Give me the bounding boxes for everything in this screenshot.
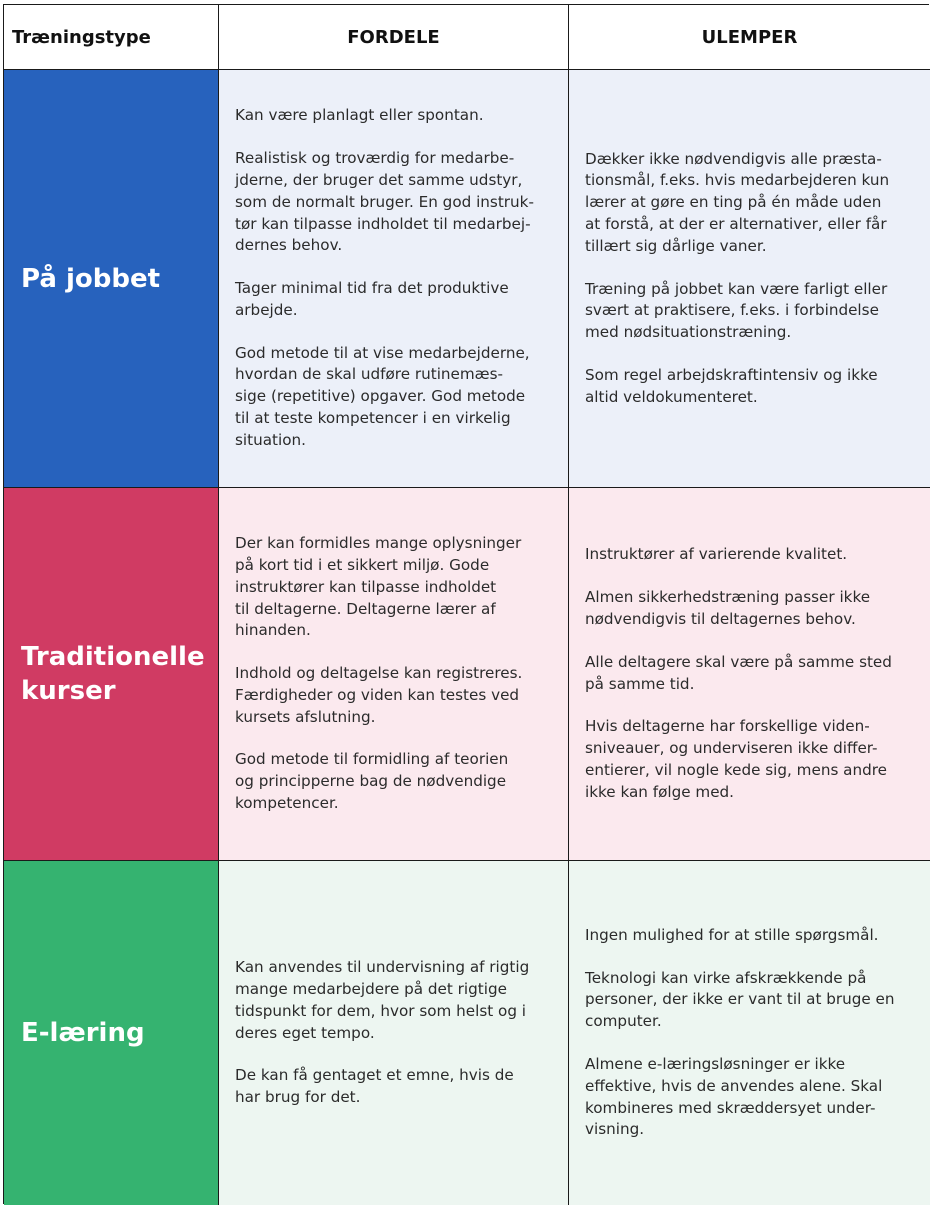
cons-cell (569, 861, 930, 1205)
header-type: Træningstype (4, 5, 219, 70)
type-label: Traditionelle kurser (21, 642, 205, 706)
pros-paragraph: Realistisk og troværdig for medarbe- jderne, der bruger det samme udstyr, som de normalt bruger. En god instruk- tør kan tilpasse indholdet til medarbej- dernes behov. (235, 149, 534, 255)
type-cell-on-the-job (4, 70, 219, 488)
pros-paragraph: Indhold og deltagelse kan registreres. Færdigheder og viden kan testes ved kursets afslutning. (235, 664, 523, 726)
pros-cell (219, 861, 569, 1205)
pros-paragraph: Kan anvendes til undervisning af rigtig mange medarbejdere på det rigtige tidspunkt for dem, hvor som helst og i deres eget tempo. (235, 958, 530, 1042)
pros-paragraph: De kan få gentaget et emne, hvis de har brug for det. (235, 1066, 514, 1107)
pros-paragraph: God metode til formidling af teorien og principperne bag de nødvendige kompetencer. (235, 750, 509, 813)
cons-paragraph: Teknologi kan virke afskrækkende på personer, der ikke er vant til at bruge en computer. (585, 968, 895, 1031)
pros-paragraph: Kan være planlagt eller spontan. (235, 106, 484, 125)
cons-paragraph: Alle deltagere skal være på samme sted på samme tid. (585, 652, 892, 693)
cons-paragraph: Hvis deltagerne har forskellige viden- sniveauer, og underviseren ikke differ- entierer, vil nogle kede sig, mens andre ikke kan følge med. (585, 717, 888, 801)
cons-paragraph: Som regel arbejdskraftintensiv og ikke altid veldokumenteret. (585, 365, 878, 406)
pros-cell (219, 488, 569, 861)
header-pros: FORDELE (219, 5, 569, 70)
pros-paragraph: Tager minimal tid fra det produktive arbejde. (235, 279, 509, 319)
pros-paragraph: Der kan formidles mange oplysninger på kort tid i et sikkert miljø. Gode instruktører kan tilpasse indholdet til deltagerne. Deltagerne lærer af hinanden. (235, 534, 522, 640)
cons-paragraph: Almene e-læringsløsninger er ikke effektive, hvis de anvendes alene. Skal kombineres med skræddersyet under- visning. (585, 1055, 883, 1139)
pros-paragraph: God metode til at vise medarbejderne, hvordan de skal udføre rutinemæs- sige (repetitive) opgaver. God metode til at teste kompetencer i en virkelig situation. (235, 343, 530, 449)
cons-paragraph: Ingen mulighed for at stille spørgsmål. (585, 925, 879, 944)
header-cons: ULEMPER (569, 5, 930, 70)
training-types-table (3, 4, 929, 1204)
type-cell-e-learning (4, 861, 219, 1205)
type-label: På jobbet (21, 263, 161, 294)
type-label: E-læring (21, 1018, 145, 1048)
cons-paragraph: Træning på jobbet kan være farligt eller svært at praktisere, f.eks. i forbindelse med nødsituationstræning. (585, 279, 888, 342)
cons-cell (569, 488, 930, 861)
cons-paragraph: Almen sikkerhedstræning passer ikke nødvendigvis til deltagernes behov. (585, 588, 871, 628)
cons-cell (569, 70, 930, 488)
cons-paragraph: Instruktører af varierende kvalitet. (585, 545, 848, 564)
cons-paragraph: Dækker ikke nødvendigvis alle præsta- tionsmål, f.eks. hvis medarbejderen kun lærer at gøre en ting på én måde uden at forstå, at der er alternativer, eller får tillært sig dårlige vaner. (585, 149, 890, 255)
pros-cell (219, 70, 569, 488)
type-cell-traditional-courses (4, 488, 219, 861)
